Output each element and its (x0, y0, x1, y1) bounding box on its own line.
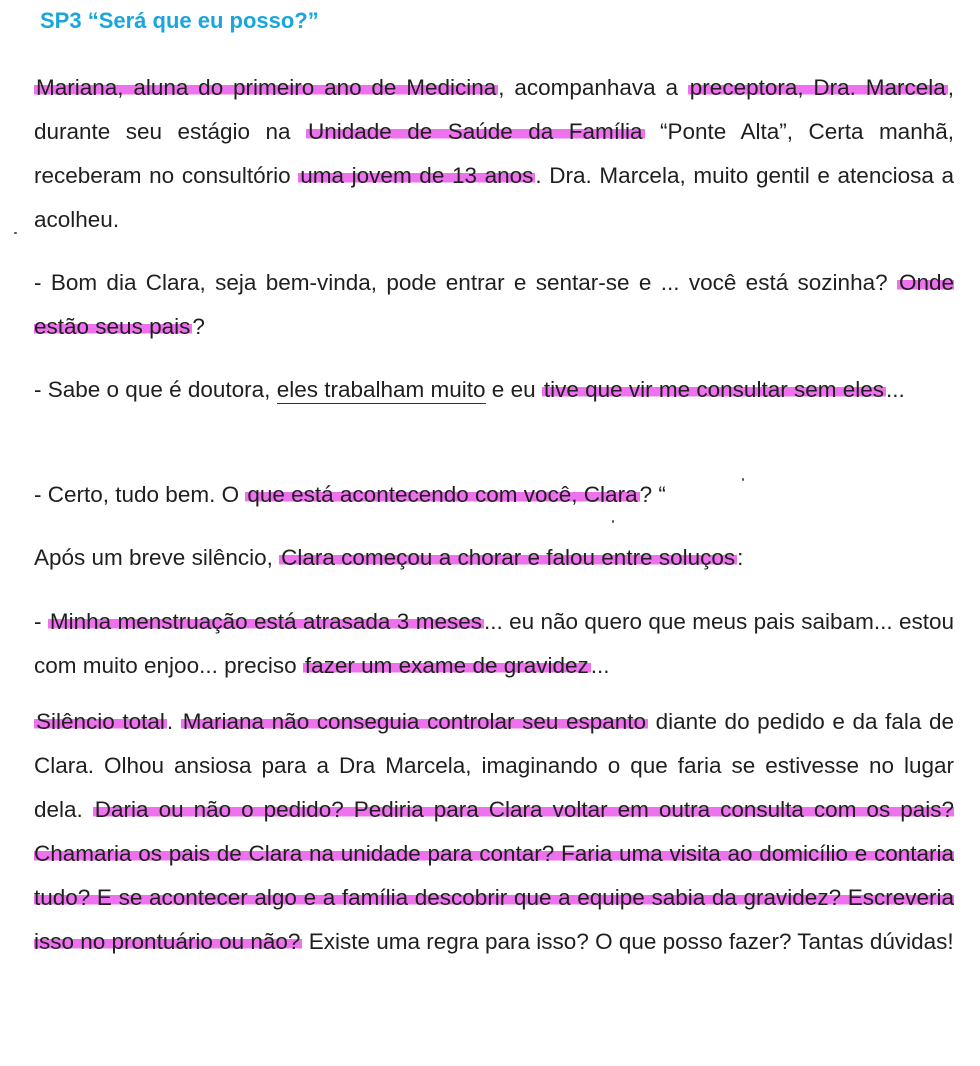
body-text: Existe uma regra para isso? O que posso fazer? Tantas dúvidas! (302, 929, 954, 954)
highlighted-text: Onde estão seus pais (34, 270, 954, 339)
paragraph-intro (34, 66, 954, 242)
body-text: : (737, 545, 744, 570)
highlighted-text: Clara começou a chorar e falou entre soluços (281, 545, 736, 570)
scan-speck (742, 478, 744, 481)
scan-speck (612, 520, 614, 523)
body-text: , acompanhava a (498, 75, 688, 100)
highlighted-text: Minha menstruação está atrasada 3 meses (49, 609, 482, 634)
highlighted-text: preceptora, Dra. Marcela (689, 75, 946, 100)
underlined-text: eles trabalham muito (276, 377, 486, 402)
body-text: . (166, 709, 181, 734)
highlighted-text: tive que vir me consultar sem eles (543, 377, 884, 402)
highlighted-text: Unidade de Saúde da Família (308, 119, 643, 144)
highlighted-text: Mariana não conseguia controlar seu espanto (182, 709, 647, 734)
body-text: ? “ (639, 482, 666, 507)
highlighted-text: Mariana, aluna do primeiro ano de Medicina (36, 75, 497, 100)
body-text: diante do pedido e da fala de Clara. Olhou ansiosa para a Dra Marcela, imaginando o que faria se estivesse no lugar dela. (34, 709, 954, 822)
body-text: ... eu não quero que meus pais saibam... estou com muito enjoo... preciso (34, 609, 954, 678)
paragraph-reflection (34, 700, 954, 964)
body-text: . Dra. Marcela, muito gentil e atenciosa a acolheu. (34, 163, 954, 232)
body-text: , durante seu estágio na (34, 75, 955, 144)
paragraph-question (34, 473, 954, 517)
paragraph-reply (34, 368, 954, 412)
body-text: ? (192, 314, 205, 339)
page-title: SP3 “Será que eu posso?” (40, 8, 319, 33)
paragraph-silence (34, 536, 954, 580)
highlighted-text: que está acontecendo com você, Clara (247, 482, 638, 507)
highlighted-text: Daria ou não o pedido? Pediria para Clara voltar em outra consulta com os pais? Chamaria os pais de Clara na unidade para contar? Faria uma visita ao domicílio e contaria tudo? E se acontecer algo e a família descobrir que a equipe sabia da gravidez? Escreveria isso no prontuário ou não? (34, 797, 954, 954)
highlighted-text: fazer um exame de gravidez (304, 653, 589, 678)
body-text: e eu (485, 377, 542, 402)
body-text: - Certo, tudo bem. O (34, 482, 246, 507)
body-text: ... (590, 653, 610, 678)
body-text: “Ponte Alta”, Certa manhã, receberam no consultório (34, 119, 954, 188)
highlighted-text: Silêncio total (36, 709, 165, 734)
scan-speck (14, 232, 17, 234)
paragraph-greeting (34, 261, 954, 349)
paragraph-confession (34, 600, 954, 688)
body-text: ... (885, 377, 905, 402)
body-text: - Bom dia Clara, seja bem-vinda, pode entrar e sentar-se e ... você está sozinha? (34, 270, 897, 295)
body-text: - Sabe o que é doutora, (34, 377, 277, 402)
body-text: - (34, 609, 48, 634)
body-text: Após um breve silêncio, (34, 545, 280, 570)
highlighted-text: uma jovem de 13 anos (300, 163, 534, 188)
